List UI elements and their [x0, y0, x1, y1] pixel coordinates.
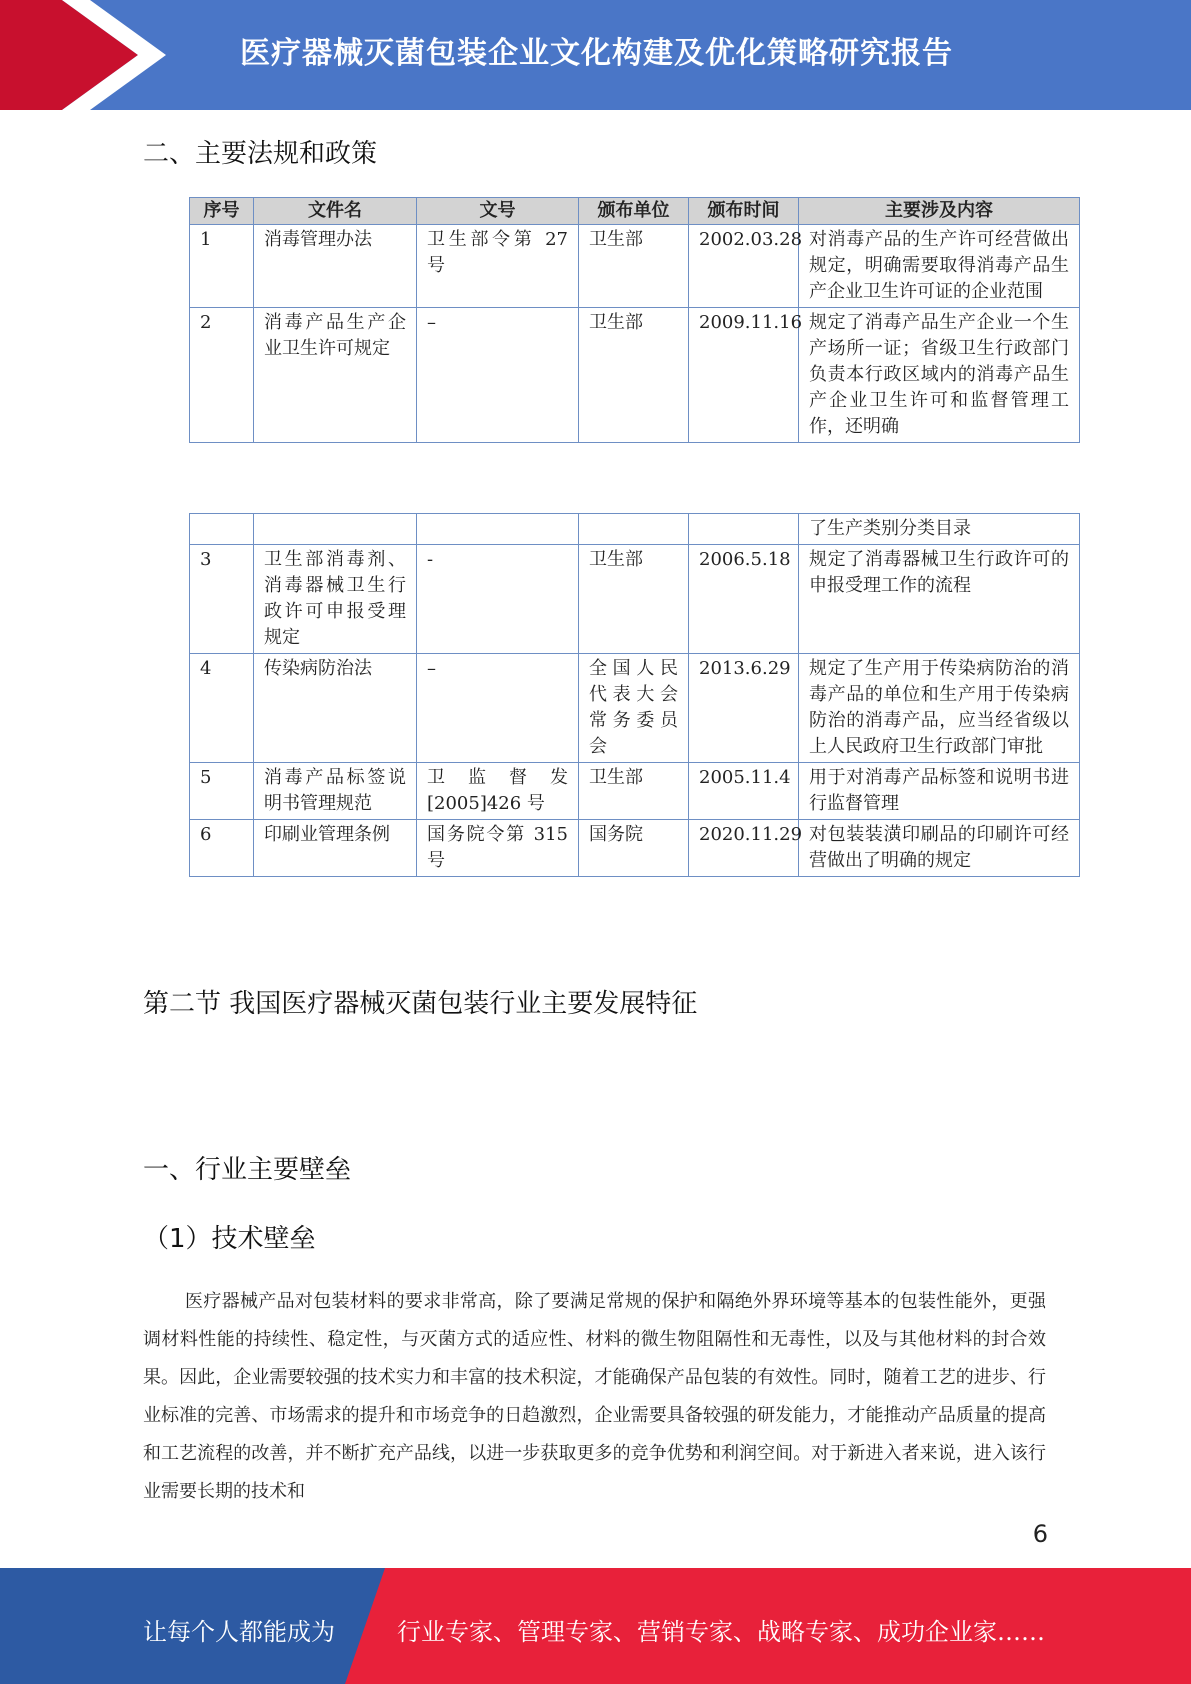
table-cell: 卫生部: [579, 308, 689, 443]
table-cell: 1: [190, 225, 254, 308]
table-cell: 印刷业管理条例: [254, 820, 417, 877]
column-header: 颁布时间: [689, 198, 799, 225]
page-footer: [0, 1568, 1191, 1684]
table-cell: 6: [190, 820, 254, 877]
table-cell: 2: [190, 308, 254, 443]
table-row: [190, 545, 1080, 654]
column-header: 序号: [190, 198, 254, 225]
table-row: [190, 225, 1080, 308]
table-cell: 了生产类别分类目录: [799, 514, 1080, 545]
table-cell: -: [417, 545, 579, 654]
table-cell: 全国人民代表大会常务委员会: [579, 654, 689, 763]
table-cell: 2002.03.28: [689, 225, 799, 308]
section-heading: 第二节 我国医疗器械灭菌包装行业主要发展特征: [143, 989, 698, 1019]
table-cell: 规定了生产用于传染病防治的消毒产品的单位和生产用于传染病防治的消毒产品，应当经省级以上人民政府卫生行政部门审批: [799, 654, 1080, 763]
table-cell: 3: [190, 545, 254, 654]
column-header: 文件名: [254, 198, 417, 225]
table-cell: 传染病防治法: [254, 654, 417, 763]
table-row: [190, 763, 1080, 820]
body-paragraph: 医疗器械产品对包装材料的要求非常高，除了要满足常规的保护和隔绝外界环境等基本的包装性能外，更强调材料性能的持续性、稳定性，与灭菌方式的适应性、材料的微生物阻隔性和无毒性，以及与其他材料的封合效果。因此，企业需要较强的技术实力和丰富的技术积淀，才能确保产品包装的有效性。同时，随着工艺的进步、行业标准的完善、市场需求的提升和市场竞争的日趋激烈，企业需要具备较强的研发能力，才能推动产品质量的提高和工艺流程的改善，并不断扩充产品线，以进一步获取更多的竞争优势和利润空间。对于新进入者来说，进入该行业需要长期的技术和: [143, 1291, 1046, 1502]
table-row: [190, 820, 1080, 877]
policy-table-part-2: [189, 513, 1080, 877]
table-cell: 4: [190, 654, 254, 763]
table-cell: 消毒产品生产企业卫生许可规定: [254, 308, 417, 443]
table-cell: 2009.11.16: [689, 308, 799, 443]
table-row-continuation: [190, 514, 1080, 545]
table-cell: 规定了消毒器械卫生行政许可的申报受理工作的流程: [799, 545, 1080, 654]
table-cell: –: [417, 654, 579, 763]
table-cell: 2020.11.29: [689, 820, 799, 877]
table-cell: 规定了消毒产品生产企业一个生产场所一证；省级卫生行政部门负责本行政区域内的消毒产品生产企业卫生许可和监督管理工作，还明确: [799, 308, 1080, 443]
tech-barrier-subheading: （1）技术壁垒: [143, 1224, 316, 1254]
table-cell: [417, 514, 579, 545]
table-cell: 2006.5.18: [689, 545, 799, 654]
barrier-section-heading: 一、行业主要壁垒: [143, 1155, 352, 1185]
table-cell: [190, 514, 254, 545]
table-cell: 2005.11.4: [689, 763, 799, 820]
footer-slogan-right: 行业专家、管理专家、营销专家、战略专家、成功企业家……: [397, 1618, 1045, 1646]
table-cell: 对消毒产品的生产许可经营做出规定，明确需要取得消毒产品生产企业卫生许可证的企业范围: [799, 225, 1080, 308]
column-header: 主要涉及内容: [799, 198, 1080, 225]
table-cell: 卫生部消毒剂、消毒器械卫生行政许可申报受理规定: [254, 545, 417, 654]
table-cell: 对包装装潢印刷品的印刷许可经营做出了明确的规定: [799, 820, 1080, 877]
table-cell: 卫 监 督 发 [2005]426 号: [417, 763, 579, 820]
table-cell: 卫生部: [579, 545, 689, 654]
header-title: 医疗器械灭菌包装企业文化构建及优化策略研究报告: [240, 36, 953, 71]
table-cell: [254, 514, 417, 545]
table-cell: 国务院: [579, 820, 689, 877]
table-cell: 卫生部: [579, 225, 689, 308]
policy-section-heading: 二、主要法规和政策: [143, 139, 378, 169]
policy-table-part-1: [189, 197, 1080, 443]
page-header: [0, 0, 1191, 110]
table-cell: 用于对消毒产品标签和说明书进行监督管理: [799, 763, 1080, 820]
table-row: [190, 654, 1080, 763]
page-number: 6: [1032, 1520, 1048, 1548]
table-cell: 国务院令第 315 号: [417, 820, 579, 877]
footer-slogan-left: 让每个人都能成为: [143, 1618, 335, 1646]
table-cell: –: [417, 308, 579, 443]
column-header: 文号: [417, 198, 579, 225]
table-cell: 5: [190, 763, 254, 820]
table-cell: [689, 514, 799, 545]
table-cell: 卫生部令第 27 号: [417, 225, 579, 308]
table-header-row: [190, 198, 1080, 225]
table-cell: 2013.6.29: [689, 654, 799, 763]
table-cell: 卫生部: [579, 763, 689, 820]
table-cell: 消毒管理办法: [254, 225, 417, 308]
column-header: 颁布单位: [579, 198, 689, 225]
table-cell: [579, 514, 689, 545]
table-cell: 消毒产品标签说明书管理规范: [254, 763, 417, 820]
table-row: [190, 308, 1080, 443]
